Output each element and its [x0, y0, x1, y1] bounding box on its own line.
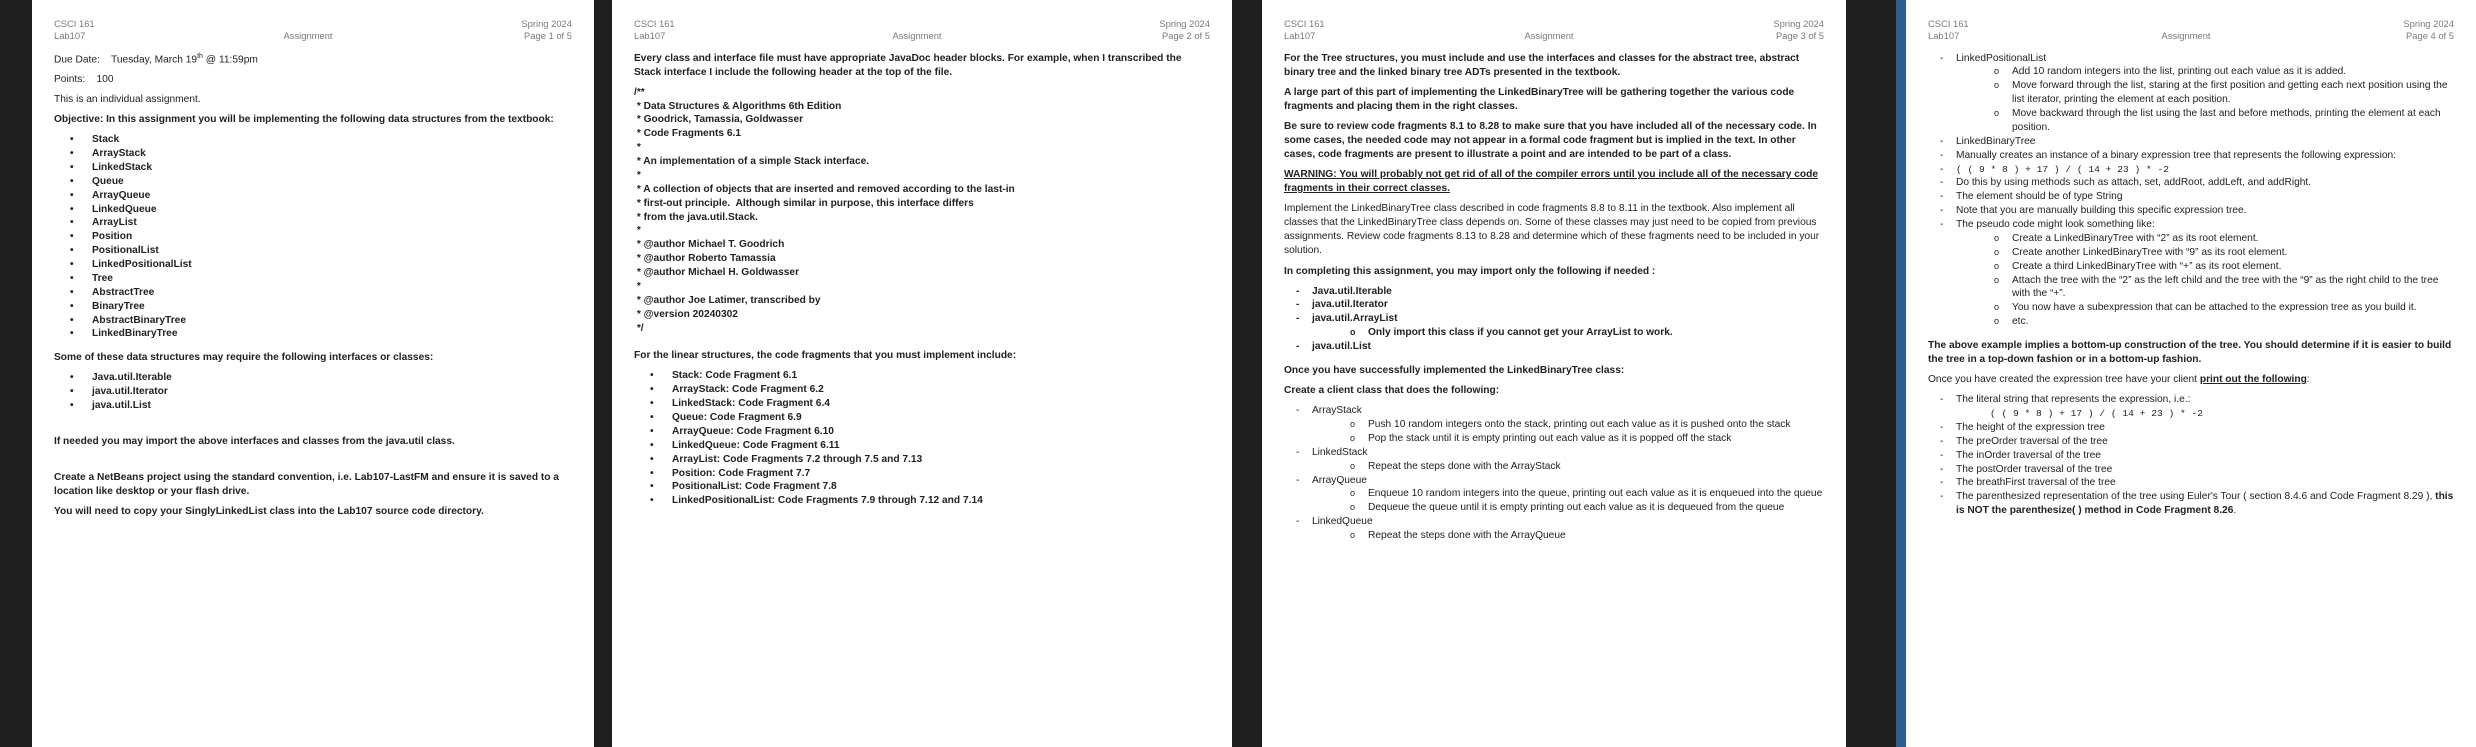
due-label: Due Date:: [54, 53, 100, 65]
pseudo-steps: [1956, 232, 2454, 329]
lab-label: Lab107: [1284, 29, 1316, 41]
print-item: - The breathFirst traversal of the tree: [1928, 476, 2454, 490]
interface-item: • Java.util.Iterable: [54, 371, 572, 385]
warning-note: [1284, 168, 1824, 196]
client-item-name: ArrayStack: [1312, 405, 1362, 417]
client-step: o Move backward through the list using the last and before methods, printing the element at each position.: [1956, 107, 2454, 135]
import-subitems: [1312, 326, 1824, 340]
javadoc-line: * from the java.util.Stack.: [634, 211, 758, 223]
paren-bold: this is NOT the parenthesize( ) method in Code Fragment 8.26: [1956, 491, 2454, 517]
client-step: o Enqueue 10 random integers into the queue, printing out each value as it is enqueued into the queue: [1312, 487, 1824, 501]
javadoc-line: * Code Fragments 6.1: [634, 128, 741, 140]
javadoc-line: * @author Joe Latimer, transcribed by: [634, 294, 821, 306]
methods-note: - Do this by using methods such as attach, set, addRoot, addLeft, and addRight.: [1928, 176, 2454, 190]
structure-item: • AbstractTree: [54, 286, 572, 300]
structures-list: [54, 133, 572, 341]
document-page-1: [32, 0, 594, 747]
fragment-item: • ArrayStack: Code Fragment 6.2: [634, 383, 1210, 397]
individual-note: This is an individual assignment.: [54, 94, 201, 106]
import-item: - java.util.Iterator: [1284, 298, 1824, 312]
success-note: Once you have successfully implemented the LinkedBinaryTree class:: [1284, 364, 1625, 376]
implement-note: Implement the LinkedBinaryTree class described in code fragments 8.8 to 8.11 in the textbook. Also implement all classes that the LinkedBinaryTree class depends on. Some of these classes may just need to be copied from previous assignments. Review code fragments 8.13 to 8.28 and determine which of these fragments need to be included in your solution.: [1284, 203, 1820, 257]
fragment-item: • ArrayQueue: Code Fragment 6.10: [634, 425, 1210, 439]
header-right: [1773, 18, 1824, 42]
print-intro-colon: :: [2306, 374, 2310, 386]
print-item: - The postOrder traversal of the tree: [1928, 463, 2454, 477]
structure-item: • LinkedPositionalList: [54, 258, 572, 272]
javadoc-line: * first-out principle. Although similar in purpose, this interface differs: [634, 197, 974, 209]
structure-item: • ArrayStack: [54, 147, 572, 161]
due-time: @ 11:59pm: [205, 53, 258, 65]
paren-text: The parenthesized representation of the tree using Euler's Tour ( section 8.4.6 and Code Fragment 8.29 ),: [1956, 491, 2433, 503]
javadoc-line: *: [634, 169, 641, 181]
import-item: [1284, 312, 1824, 340]
lab-label: Lab107: [54, 29, 86, 41]
print-item: - The height of the expression tree: [1928, 421, 2454, 435]
document-page-4: [1906, 0, 2476, 747]
pseudo-step: o Create another LinkedBinaryTree with “9” as its root element.: [1956, 246, 2454, 260]
pseudo-label: The pseudo code might look something like:: [1956, 219, 2155, 230]
interface-item: • java.util.List: [54, 399, 572, 413]
import-item-label: java.util.ArrayList: [1312, 313, 1398, 325]
course-label: CSCI 161: [1928, 18, 1969, 29]
structure-item: • PositionalList: [54, 244, 572, 258]
structure-item: • Position: [54, 230, 572, 244]
copy-note: You will need to copy your SinglyLinkedList class into the Lab107 source code directory.: [54, 506, 484, 518]
header-left: [634, 18, 675, 42]
course-label: CSCI 161: [634, 18, 675, 29]
javadoc-line: *: [634, 142, 641, 154]
javadoc-line: */: [634, 322, 644, 334]
manual-note: - Manually creates an instance of a binary expression tree that represents the following expression:: [1928, 149, 2454, 163]
client-steps: [1956, 65, 2454, 134]
points-value: 100: [96, 73, 114, 85]
print-intro-text: Once you have created the expression tree have your client: [1928, 374, 2197, 386]
lab-label: Lab107: [634, 29, 666, 41]
header-left: [1284, 18, 1325, 42]
structure-item: • LinkedQueue: [54, 203, 572, 217]
javadoc-line: /**: [634, 86, 645, 98]
client-list: [1284, 404, 1824, 543]
client-step: o Add 10 random integers into the list, printing out each value as it is added.: [1956, 65, 2454, 79]
page-header: [634, 18, 1210, 42]
javadoc-line: * Goodrick, Tamassia, Goldwasser: [634, 114, 804, 126]
paren-end: .: [2233, 505, 2237, 517]
javadoc-line: *: [634, 225, 641, 237]
fragment-item: • ArrayList: Code Fragments 7.2 through 7.5 and 7.13: [634, 453, 1210, 467]
client-intro: Create a client class that does the following:: [1284, 385, 1500, 397]
pseudo-step: o Attach the tree with the “2” as the left child and the tree with the “9” as the right child to the tree with the “+”.: [1956, 274, 2454, 302]
course-label: CSCI 161: [54, 18, 95, 29]
client-steps: [1312, 529, 1824, 543]
header-title: Assignment: [2161, 29, 2211, 41]
structure-item: • LinkedStack: [54, 161, 572, 175]
print-item: [1928, 393, 2454, 421]
client-item: [1284, 515, 1824, 543]
fragment-item: • Queue: Code Fragment 6.9: [634, 411, 1210, 425]
page-number: Page 1 of 5: [524, 29, 572, 41]
structure-item: • Tree: [54, 272, 572, 286]
fragment-item: • Stack: Code Fragment 6.1: [634, 369, 1210, 383]
pseudo-step: o Create a third LinkedBinaryTree with “+” as its root element.: [1956, 260, 2454, 274]
tree-note: For the Tree structures, you must include and use the interfaces and classes for the abstract tree, abstract binary tree and the linked binary tree ADTs presented in the textbook.: [1284, 52, 1800, 78]
page-number: Page 2 of 5: [1162, 29, 1210, 41]
term-label: Spring 2024: [1159, 18, 1210, 29]
javadoc-line: * A collection of objects that are inserted and removed according to the last-in: [634, 183, 1015, 195]
page-header: [1928, 18, 2454, 42]
imports-list: [1284, 285, 1824, 354]
header-right: [1159, 18, 1210, 42]
header-left: [1928, 18, 1969, 42]
header-title: Assignment: [892, 29, 942, 41]
client-step: o Dequeue the queue until it is empty printing out each value as it is dequeued from the queue: [1312, 501, 1824, 515]
course-label: CSCI 161: [1284, 18, 1325, 29]
javadoc-line: * @author Michael H. Goldwasser: [634, 267, 800, 279]
client-steps: [1312, 418, 1824, 446]
print-intro: [1928, 373, 2454, 387]
pseudo-step: o You now have a subexpression that can be attached to the expression tree as you build it.: [1956, 301, 2454, 315]
element-type-note: - The element should be of type String: [1928, 190, 2454, 204]
linear-intro: For the linear structures, the code fragments that you must implement include:: [634, 350, 1017, 362]
fragment-item: • LinkedStack: Code Fragment 6.4: [634, 397, 1210, 411]
client-item-name: ArrayQueue: [1312, 474, 1367, 486]
due-value: Tuesday, March 19: [111, 53, 198, 65]
warning-text: You will probably not get rid of all of the compiler errors until you include all of the necessary code fragments in their correct classes.: [1284, 169, 1818, 195]
header-right: [2403, 18, 2454, 42]
points: [54, 73, 572, 87]
structure-item: • ArrayQueue: [54, 189, 572, 203]
pseudo-item: [1928, 218, 2454, 329]
javadoc-line: * An implementation of a simple Stack interface.: [634, 156, 870, 168]
print-item: - The inOrder traversal of the tree: [1928, 449, 2454, 463]
review-note: Be sure to review code fragments 8.1 to 8.28 to make sure that you have included all of the necessary code. In some cases, the needed code may not appear in a formal code fragment but is implied in the text. In other cases, code fragments are present to illustrate a point and are intended to be part of a class.: [1284, 120, 1817, 160]
import-note: If needed you may import the above interfaces and classes from the java.util class.: [54, 436, 455, 448]
structure-item: • LinkedBinaryTree: [54, 327, 572, 341]
due-date: [54, 52, 572, 67]
header-right: [521, 18, 572, 42]
window-edge: [1896, 0, 1906, 747]
due-sup: th: [197, 52, 203, 60]
client-item: [1284, 446, 1824, 474]
fragment-item: • LinkedPositionalList: Code Fragments 7.9 through 7.12 and 7.14: [634, 494, 1210, 508]
javadoc-line: * @version 20240302: [634, 308, 738, 320]
pseudo-step: o Create a LinkedBinaryTree with “2” as its root element.: [1956, 232, 2454, 246]
interfaces-list: [54, 371, 572, 413]
pseudo-step: o etc.: [1956, 315, 2454, 329]
print-item: - The preOrder traversal of the tree: [1928, 435, 2454, 449]
interfaces-intro: Some of these data structures may require the following interfaces or classes:: [54, 352, 434, 364]
structure-item: • ArrayList: [54, 216, 572, 230]
literal-label: The literal string that represents the expression, i.e.:: [1956, 394, 2191, 406]
javadoc-line: * @author Michael T. Goodrich: [634, 239, 785, 251]
fragment-item: • Position: Code Fragment 7.7: [634, 467, 1210, 481]
large-part-note: A large part of this part of implementing the LinkedBinaryTree will be gathering together the various code fragments and placing them in the right classes.: [1284, 86, 1795, 112]
term-label: Spring 2024: [1773, 18, 1824, 29]
netbeans-note: Create a NetBeans project using the standard convention, i.e. Lab107-LastFM and ensure it is saved to a location like desktop or your flash drive.: [54, 472, 559, 498]
print-item: [1928, 490, 2454, 518]
client-steps: [1312, 460, 1824, 474]
manual-build-note: - Note that you are manually building this specific expression tree.: [1928, 204, 2454, 218]
structure-item: • Queue: [54, 175, 572, 189]
client-item: [1928, 52, 2454, 135]
warning-label: WARNING:: [1284, 169, 1337, 181]
javadoc-block: [634, 86, 1210, 336]
client-step: o Pop the stack until it is empty printing out each value as it is popped off the stack: [1312, 432, 1824, 446]
header-title: Assignment: [1524, 29, 1574, 41]
print-intro-bold: print out the following: [2199, 374, 2307, 386]
page-number: Page 3 of 5: [1776, 29, 1824, 41]
client-step: o Push 10 random integers onto the stack, printing out each value as it is pushed onto the stack: [1312, 418, 1824, 432]
javadoc-note: Every class and interface file must have appropriate JavaDoc header blocks. For example, when I transcribed the Stack interface I include the following header at the top of the file.: [634, 52, 1182, 78]
print-list: [1928, 393, 2454, 518]
client-steps: [1312, 487, 1824, 515]
client-step: o Repeat the steps done with the ArrayQueue: [1312, 529, 1824, 543]
structure-item: • AbstractBinaryTree: [54, 314, 572, 328]
structure-item: • BinaryTree: [54, 300, 572, 314]
page-header: [54, 18, 572, 42]
expression-item: [1928, 163, 2454, 177]
header-left: [54, 18, 95, 42]
client-item-name: LinkedStack: [1312, 446, 1368, 458]
expression: ( ( 9 * 8 ) + 17 ) / ( 14 + 23 ) * -2: [1956, 163, 2170, 175]
client-step: o Repeat the steps done with the ArrayStack: [1312, 460, 1824, 474]
client-item-name: LinkedPositionalList: [1956, 52, 2047, 64]
document-page-2: [612, 0, 1232, 747]
import-intro: In completing this assignment, you may import only the following if needed :: [1284, 265, 1656, 277]
page-header: [1284, 18, 1824, 42]
import-item: - java.util.List: [1284, 340, 1824, 354]
literal-expression: ( ( 9 * 8 ) + 17 ) / ( 14 + 23 ) * -2: [1990, 408, 2204, 420]
term-label: Spring 2024: [2403, 18, 2454, 29]
lab-label: Lab107: [1928, 29, 1960, 41]
javadoc-line: * @author Roberto Tamassia: [634, 253, 776, 265]
arraylist-note: o Only import this class if you cannot get your ArrayList to work.: [1312, 326, 1824, 340]
client-item-name: LinkedQueue: [1312, 516, 1373, 528]
javadoc-line: * Data Structures & Algorithms 6th Edition: [634, 100, 842, 112]
document-page-3: [1262, 0, 1846, 747]
client-list-continued: [1928, 52, 2454, 330]
javadoc-line: *: [634, 280, 641, 292]
client-item: [1284, 474, 1824, 516]
objective-text: Objective: In this assignment you will be implementing the following data structures from the textbook:: [54, 114, 554, 126]
fragment-item: • PositionalList: Code Fragment 7.8: [634, 480, 1210, 494]
structure-item: • Stack: [54, 133, 572, 147]
client-item: - LinkedBinaryTree: [1928, 135, 2454, 149]
interface-item: • java.util.Iterator: [54, 385, 572, 399]
import-item: - Java.util.Iterable: [1284, 285, 1824, 299]
client-step: o Move forward through the list, staring at the first position and getting each next position using the list iterator, printing the element at each position.: [1956, 79, 2454, 107]
fragments-list: [634, 369, 1210, 508]
client-item: [1284, 404, 1824, 446]
bottom-up-note: The above example implies a bottom-up construction of the tree. You should determine if it is easier to build the tree in a top-down fashion or in a bottom-up fashion.: [1928, 340, 2452, 366]
fragment-item: • LinkedQueue: Code Fragment 6.11: [634, 439, 1210, 453]
term-label: Spring 2024: [521, 18, 572, 29]
header-title: Assignment: [283, 29, 333, 41]
page-number: Page 4 of 5: [2406, 29, 2454, 41]
points-label: Points:: [54, 73, 86, 85]
